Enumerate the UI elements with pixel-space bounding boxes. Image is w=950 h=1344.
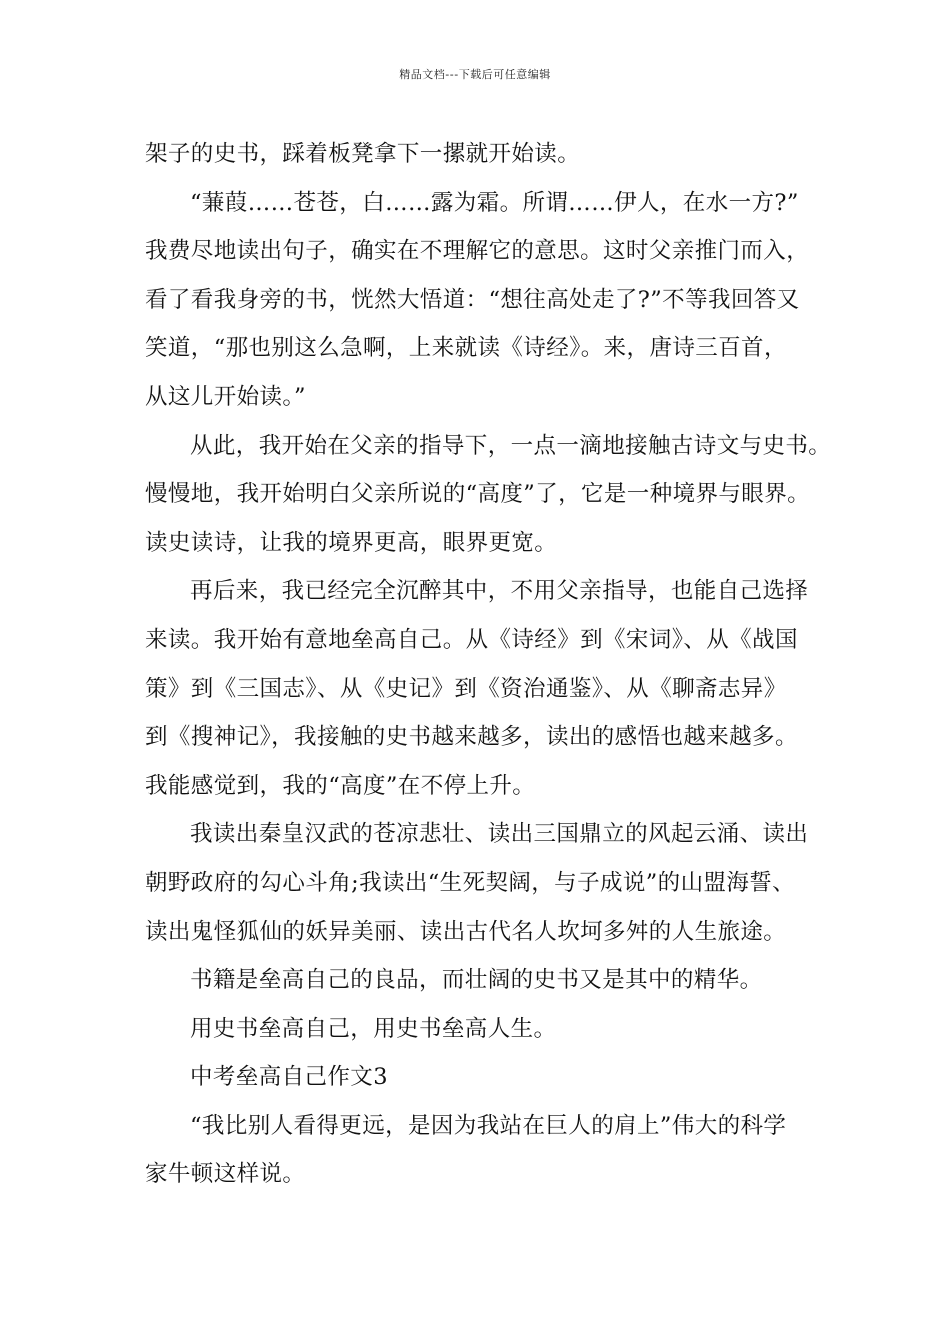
document-body xyxy=(145,130,832,1199)
text-line: 我费尽地读出句子，确实在不理解它的意思。这时父亲推门而入， xyxy=(145,238,810,265)
text-line: 来读。我开始有意地垒高自己。从《诗经》到《宋词》、从《战国 xyxy=(145,626,798,653)
text-line: 我能感觉到，我的“高度”在不停上升。 xyxy=(145,772,536,799)
text-line: 我读出秦皇汉武的苍凉悲壮、读出三国鼎立的风起云涌、读出 xyxy=(190,821,809,848)
text-line: 再后来，我已经完全沉醉其中，不用父亲指导，也能自己选择 xyxy=(190,578,809,605)
text-line: 到《搜神记》，我接触的史书越来越多，读出的感悟也越来越多。 xyxy=(145,724,798,751)
text-line: 看了看我身旁的书，恍然大悟道：“想往高处走了?”不等我回答又 xyxy=(145,286,800,313)
text-line: 慢慢地，我开始明白父亲所说的“高度”了，它是一种境界与眼界。 xyxy=(145,481,811,508)
text-line: 书籍是垒高自己的良品，而壮阔的史书又是其中的精华。 xyxy=(190,967,763,994)
text-line: “蒹葭……苍苍，白……露为霜。所谓……伊人，在水一方?” xyxy=(190,189,799,216)
text-line: 从此，我开始在父亲的指导下，一点一滴地接触古诗文与史书。 xyxy=(190,432,832,459)
text-line: 笑道，“那也别这么急啊，上来就读《诗经》。来，唐诗三百首， xyxy=(145,335,787,362)
text-line: 朝野政府的勾心斗角;我读出“生死契阔，与子成说”的山盟海誓、 xyxy=(145,869,796,896)
text-line: 策》到《三国志》、从《史记》到《资治通鉴》、从《聊斋志异》 xyxy=(145,675,787,702)
text-line: “我比别人看得更远，是因为我站在巨人的肩上”伟大的科学 xyxy=(190,1112,787,1139)
text-line: 架子的史书，踩着板凳拿下一摞就开始读。 xyxy=(145,141,581,167)
text-line: 读出鬼怪狐仙的妖异美丽、读出古代名人坎坷多舛的人生旅途。 xyxy=(145,918,787,945)
page-header: 精品文档---下载后可任意编辑 xyxy=(399,68,551,81)
section-heading: 中考垒高自己作文3 xyxy=(190,1064,388,1091)
text-line: 读史读诗，让我的境界更高，眼界更宽。 xyxy=(145,529,558,556)
text-line: 用史书垒高自己，用史书垒高人生。 xyxy=(190,1015,557,1042)
text-line: 从这儿开始读。” xyxy=(145,383,306,410)
text-line: 家牛顿这样说。 xyxy=(145,1161,306,1188)
